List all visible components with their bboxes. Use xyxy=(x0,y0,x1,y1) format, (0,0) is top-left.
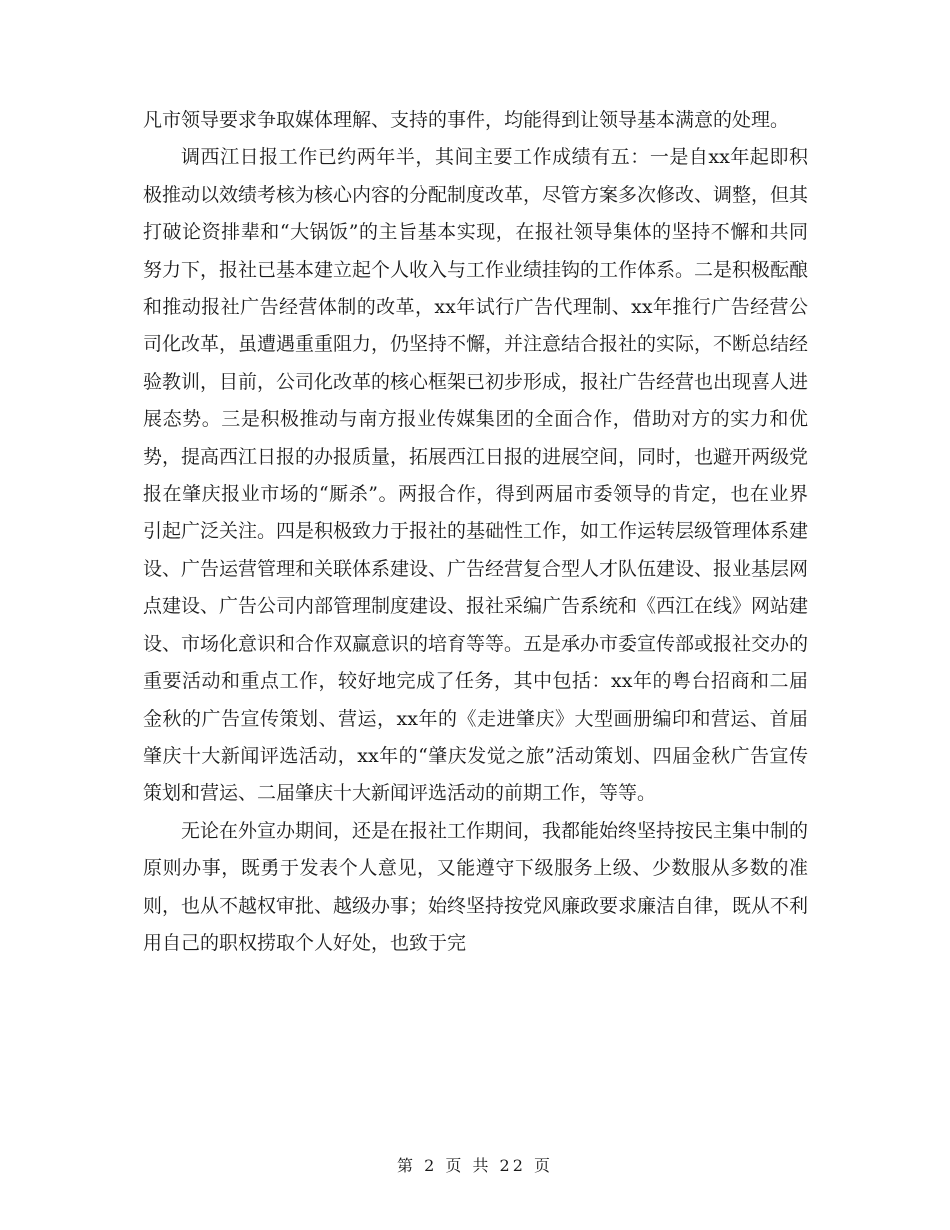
paragraph-2: 调西江日报工作已约两年半，其间主要工作成绩有五：一是自xx年起即积极推动以效绩考核为核心内容的分配制度改革，尽管方案多次修改、调整，但其打破论资排辈和“大锅饭”的主旨基本实现，在报社领导集体的坚持不懈和共同努力下，报社已基本建立起个人收入与工作业绩挂钩的工作体系。二是积极酝酿和推动报社广告经营体制的改革，xx年试行广告代理制、xx年推行广告经营公司化改革，虽遭遇重重阻力，仍坚持不懈，并注意结合报社的实际，不断总结经验教训，目前，公司化改革的核心框架已初步形成，报社广告经营也出现喜人进展态势。三是积极推动与南方报业传媒集团的全面合作，借助对方的实力和优势，提高西江日报的办报质量，拓展西江日报的进展空间，同时，也避开两级党报在肇庆报业市场的“厮杀”。两报合作，得到两届市委领导的肯定，也在业界引起广泛关注。四是积极致力于报社的基础性工作，如工作运转层级管理体系建设、广告运营管理和关联体系建设、广告经营复合型人才队伍建设、报业基层网点建设、广告公司内部管理制度建设、报社采编广告系统和《西江在线》网站建设、市场化意识和合作双赢意识的培育等等。五是承办市委宣传部或报社交办的重要活动和重点工作，较好地完成了任务，其中包括：xx年的粤台招商和二届金秋的广告宣传策划、营运，xx年的《走进肇庆》大型画册编印和营运、首届肇庆十大新闻评选活动，xx年的“肇庆发觉之旅”活动策划、四届金秋广告宣传策划和营运、二届肇庆十大新闻评选活动的前期工作，等等。 xyxy=(143,146,809,805)
paragraph-1: 凡市领导要求争取媒体理解、支持的事件，均能得到让领导基本满意的处理。 xyxy=(143,109,790,131)
paragraph-3: 无论在外宣办期间，还是在报社工作期间，我都能始终坚持按民主集中制的原则办事，既勇于发表个人意见，又能遵守下级服务上级、少数服从多数的准则，也从不越权审批、越级办事；始终坚持按党风廉政要求廉洁自律，既从不利用自己的职权捞取个人好处，也致于完 xyxy=(143,819,809,954)
document-body xyxy=(143,102,808,962)
page-footer: 第 2 页 共 22 页 xyxy=(397,1156,553,1175)
